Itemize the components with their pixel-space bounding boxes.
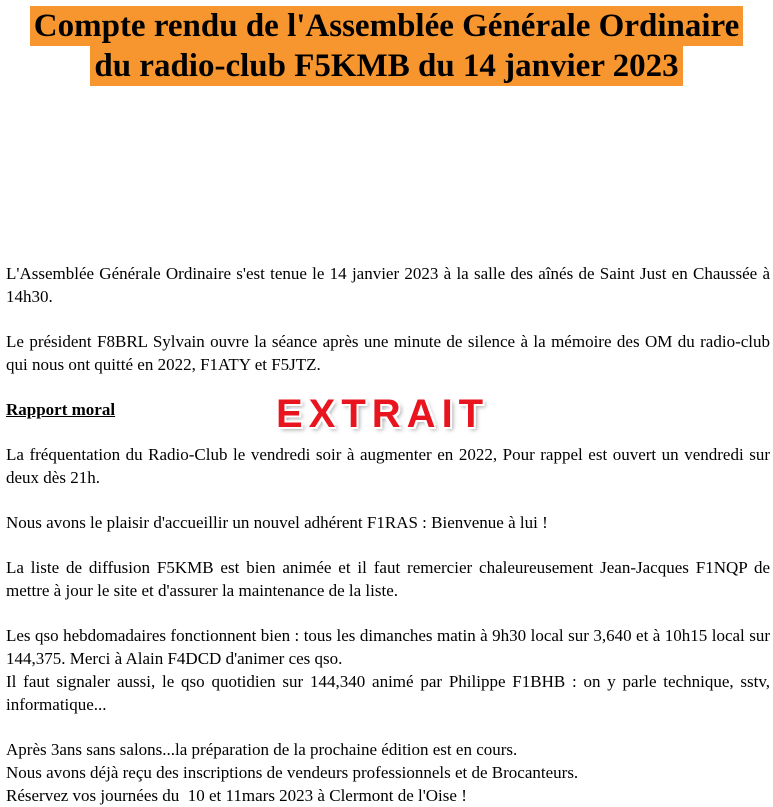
paragraph-opening: L'Assemblée Générale Ordinaire s'est tenue le 14 janvier 2023 à la salle des aînés de Saint Just en Chaussée à 14h30.: [6, 264, 770, 306]
title-line-1: Compte rendu de l'Assemblée Générale Ordinaire: [30, 6, 743, 46]
paragraph-salon-preparation: Après 3ans sans salons...la préparation de la prochaine édition est en cours.: [6, 740, 518, 759]
paragraph-mailing-list: La liste de diffusion F5KMB est bien animée et il faut remercier chaleureusement Jean-Jacques F1NQP de mettre à jour le site et d'assurer la maintenance de la liste.: [6, 558, 770, 600]
document-title: [0, 6, 773, 86]
section-heading-rapport-moral: [6, 398, 770, 421]
paragraph-new-member: Nous avons le plaisir d'accueillir un nouvel adhérent F1RAS : Bienvenue à lui !: [6, 513, 548, 532]
paragraph-reserve-dates: Réservez vos journées du 10 et 11mars 2023 à Clermont de l'Oise !: [6, 786, 467, 805]
extrait-watermark: EXTRAIT: [276, 392, 490, 436]
paragraph-president: Le président F8BRL Sylvain ouvre la séance après une minute de silence à la mémoire des OM du radio-club qui nous ont quitté en 2022, F1ATY et F5JTZ.: [6, 332, 770, 374]
paragraph-daily-qso: Il faut signaler aussi, le qso quotidien sur 144,340 animé par Philippe F1BHB : on y parle technique, sstv, informatique...: [6, 672, 770, 714]
document-body: [6, 262, 770, 807]
title-line-2: du radio-club F5KMB du 14 janvier 2023: [90, 46, 682, 86]
paragraph-weekly-qso: Les qso hebdomadaires fonctionnent bien : tous les dimanches matin à 9h30 local sur 3,640 et à 10h15 local sur 144,375. Merci à Alain F4DCD d'animer ces qso.: [6, 626, 770, 668]
heading-text: Rapport moral: [6, 400, 116, 419]
paragraph-registrations: Nous avons déjà reçu des inscriptions de vendeurs professionnels et de Brocanteurs.: [6, 763, 579, 782]
paragraph-frequentation: La fréquentation du Radio-Club le vendredi soir à augmenter en 2022, Pour rappel est ouvert un vendredi sur deux dès 21h.: [6, 445, 770, 487]
